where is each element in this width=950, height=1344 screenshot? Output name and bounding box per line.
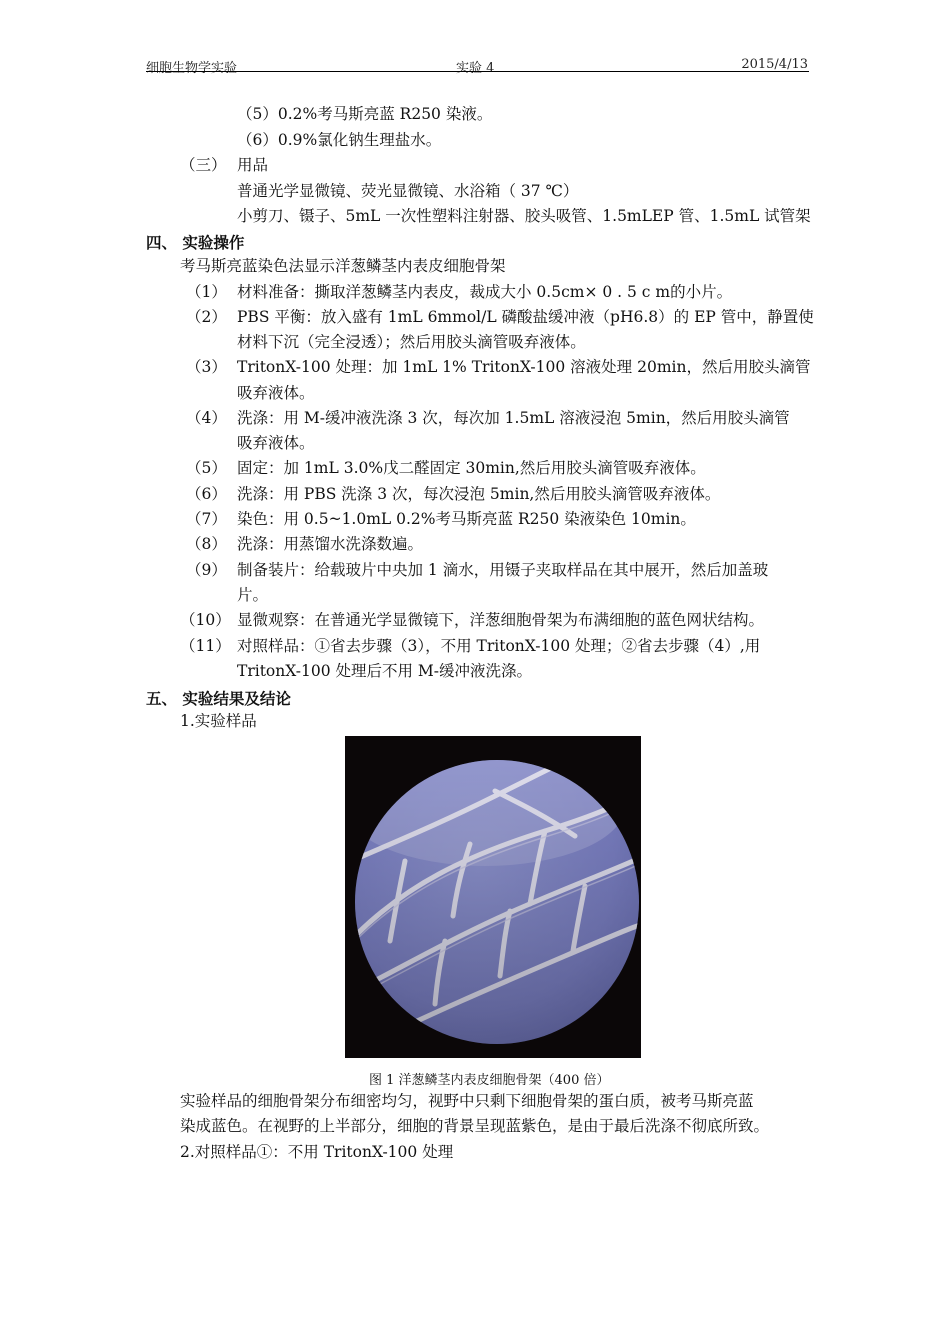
- section-4-heading: 四、 实验操作: [146, 234, 245, 252]
- reagent-item-5: （5）0.2%考马斯亮蓝 R250 染液。: [237, 105, 493, 123]
- step-number: （11）: [180, 637, 231, 655]
- result-subheading-1: 1.实验样品: [180, 712, 257, 730]
- step-text: 材料准备：撕取洋葱鳞茎内表皮，裁成大小 0.5cm× 0 . 5 c m的小片。: [237, 283, 733, 301]
- micrograph-figure: [345, 736, 641, 1058]
- step-text: 洗涤：用 PBS 洗涤 3 次，每次浸泡 5min,然后用胶头滴管吸弃液体。: [237, 485, 721, 503]
- step-number: （1）: [186, 283, 227, 301]
- supplies-line-1: 普通光学显微镜、荧光显微镜、水浴箱（ 37 ℃）: [237, 182, 579, 200]
- step-number: （3）: [186, 358, 227, 376]
- micrograph-image: [345, 736, 641, 1058]
- step-text: TritonX-100 处理后不用 M-缓冲液洗涤。: [237, 662, 533, 680]
- step-text: 显微观察：在普通光学显微镜下，洋葱细胞骨架为布满细胞的蓝色网状结构。: [237, 611, 765, 629]
- figure-caption: 图 1 洋葱鳞茎内表皮细胞骨架（400 倍）: [369, 1073, 610, 1088]
- result-paragraph-line-1: 实验样品的细胞骨架分布细密均匀，视野中只剩下细胞骨架的蛋白质，被考马斯亮蓝: [180, 1092, 754, 1110]
- supplies-title: 用品: [237, 156, 269, 174]
- step-text: 吸弃液体。: [237, 384, 315, 402]
- step-text: 固定：加 1mL 3.0%戊二醛固定 30min,然后用胶头滴管吸弃液体。: [237, 459, 706, 477]
- step-number: （2）: [186, 308, 227, 326]
- step-text: TritonX-100 处理：加 1mL 1% TritonX-100 溶液处理 20min，然后用胶头滴管: [237, 358, 811, 376]
- step-text: 洗涤：用蒸馏水洗涤数遍。: [237, 535, 424, 553]
- header-experiment: 实验 4: [456, 61, 495, 76]
- result-subheading-2: 2.对照样品①：不用 TritonX-100 处理: [180, 1143, 454, 1161]
- step-text: 吸弃液体。: [237, 434, 315, 452]
- step-text: 材料下沉（完全浸透）；然后用胶头滴管吸弃液体。: [237, 333, 586, 351]
- step-text: 染色：用 0.5~1.0mL 0.2%考马斯亮蓝 R250 染液染色 10min。: [237, 510, 696, 528]
- step-text: 对照样品：①省去步骤（3），不用 TritonX-100 处理；②省去步骤（4）,用: [237, 637, 761, 655]
- header-date: 2015/4/13: [741, 57, 808, 72]
- step-text: 洗涤：用 M-缓冲液洗涤 3 次，每次加 1.5mL 溶液浸泡 5min，然后用胶头滴管: [237, 409, 790, 427]
- result-paragraph-line-2: 染成蓝色。在视野的上半部分，细胞的背景呈现蓝紫色，是由于最后洗涤不彻底所致。: [180, 1117, 770, 1135]
- section-4-intro: 考马斯亮蓝染色法显示洋葱鳞茎内表皮细胞骨架: [180, 257, 506, 275]
- supplies-number: （三）: [180, 156, 227, 174]
- step-number: （8）: [186, 535, 227, 553]
- step-text: PBS 平衡：放入盛有 1mL 6mmol/L 磷酸盐缓冲液（pH6.8）的 EP 管中，静置使: [237, 308, 814, 326]
- step-number: （5）: [186, 459, 227, 477]
- section-5-heading: 五、 实验结果及结论: [146, 690, 291, 708]
- reagent-item-6: （6）0.9%氯化钠生理盐水。: [237, 131, 442, 149]
- step-number: （4）: [186, 409, 227, 427]
- step-number: （10）: [180, 611, 231, 629]
- step-text: 制备装片：给载玻片中央加 1 滴水，用镊子夹取样品在其中展开，然后加盖玻: [237, 561, 769, 579]
- header-rule: [146, 71, 809, 72]
- header-course: 细胞生物学实验: [146, 61, 238, 76]
- step-text: 片。: [237, 586, 269, 604]
- step-number: （7）: [186, 510, 227, 528]
- supplies-line-2: 小剪刀、镊子、5mL 一次性塑料注射器、胶头吸管、1.5mLEP 管、1.5mL 试管架: [237, 207, 811, 225]
- step-number: （6）: [186, 485, 227, 503]
- step-number: （9）: [186, 561, 227, 579]
